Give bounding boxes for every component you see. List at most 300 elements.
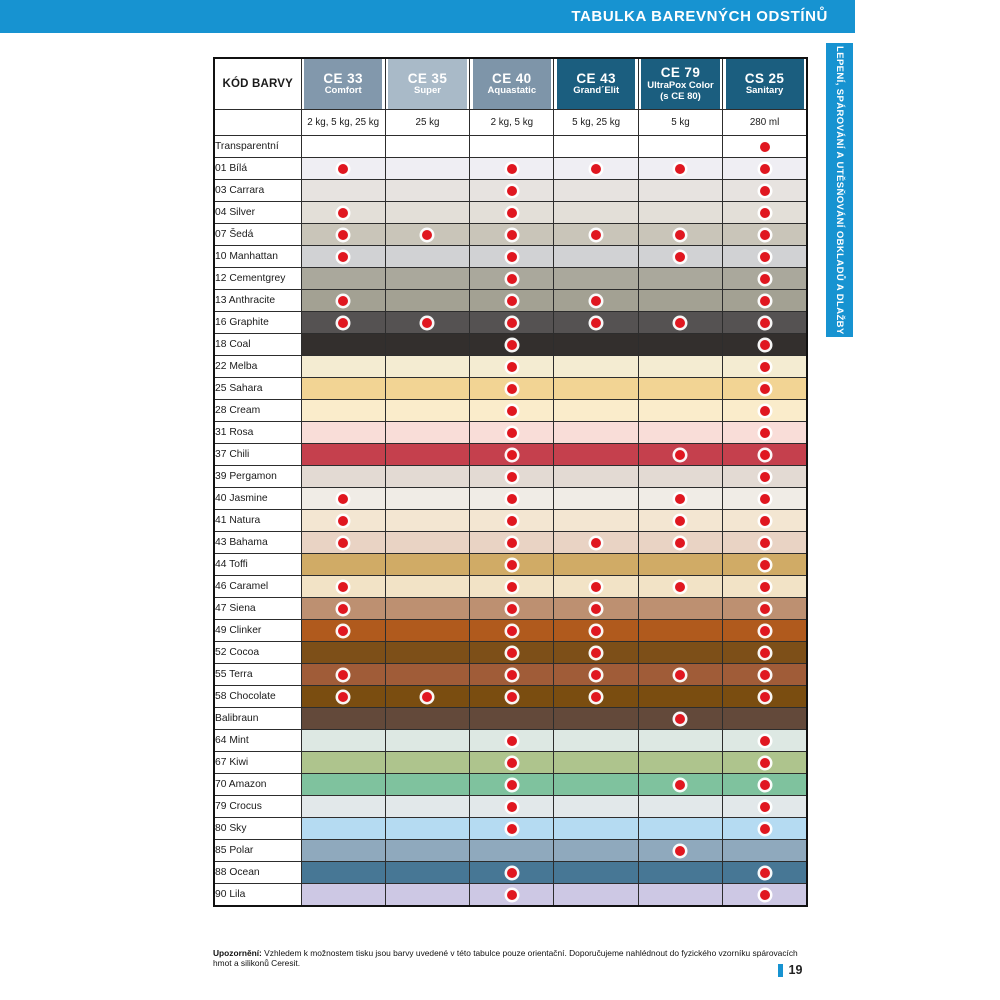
product-name: UltraPox Color <box>647 79 714 91</box>
availability-dot <box>338 582 348 592</box>
table-row <box>214 818 807 840</box>
color-swatch-cell <box>470 576 554 598</box>
color-swatch-cell <box>638 862 722 884</box>
availability-dot <box>338 692 348 702</box>
column-header-cs25 <box>723 58 807 110</box>
row-label: 70 Amazon <box>214 774 301 796</box>
availability-dot <box>760 868 770 878</box>
color-swatch-cell <box>301 840 385 862</box>
color-swatch-cell <box>638 642 722 664</box>
availability-dot <box>760 494 770 504</box>
color-swatch-cell <box>301 730 385 752</box>
color-swatch-cell <box>470 356 554 378</box>
footnote-label: Upozornění: <box>213 948 262 958</box>
table-row <box>214 730 807 752</box>
availability-dot <box>591 230 601 240</box>
row-label: 58 Chocolate <box>214 686 301 708</box>
availability-dot <box>591 626 601 636</box>
color-swatch-cell <box>638 356 722 378</box>
color-swatch-cell <box>470 224 554 246</box>
color-swatch-cell <box>638 532 722 554</box>
row-label: 41 Natura <box>214 510 301 532</box>
color-swatch-cell <box>470 730 554 752</box>
color-swatch-cell <box>723 752 807 774</box>
color-swatch-cell <box>638 598 722 620</box>
availability-dot <box>507 450 517 460</box>
table-row <box>214 268 807 290</box>
availability-dot <box>507 824 517 834</box>
color-swatch-cell <box>470 620 554 642</box>
availability-dot <box>760 890 770 900</box>
availability-dot <box>591 538 601 548</box>
color-swatch-cell <box>554 466 638 488</box>
availability-dot <box>507 384 517 394</box>
package-size-cell: 2 kg, 5 kg, 25 kg <box>301 110 385 136</box>
row-label: 64 Mint <box>214 730 301 752</box>
color-swatch-cell <box>554 752 638 774</box>
package-size-cell: 2 kg, 5 kg <box>470 110 554 136</box>
color-swatch-cell <box>385 202 469 224</box>
row-label: Balibraun <box>214 708 301 730</box>
availability-dot <box>760 340 770 350</box>
color-swatch-cell <box>470 796 554 818</box>
availability-dot <box>507 758 517 768</box>
row-label: 16 Graphite <box>214 312 301 334</box>
color-swatch-cell <box>554 862 638 884</box>
product-code: CS 25 <box>744 70 785 86</box>
color-swatch-cell <box>638 620 722 642</box>
color-swatch-cell <box>301 708 385 730</box>
availability-dot <box>338 604 348 614</box>
availability-dot <box>507 296 517 306</box>
color-swatch-cell <box>301 752 385 774</box>
color-swatch-cell <box>638 290 722 312</box>
availability-dot <box>760 758 770 768</box>
table-row <box>214 774 807 796</box>
table-row <box>214 202 807 224</box>
row-label: 31 Rosa <box>214 422 301 444</box>
color-swatch-cell <box>638 488 722 510</box>
color-swatch-cell <box>470 818 554 840</box>
availability-dot <box>507 208 517 218</box>
product-name: Super <box>414 85 441 97</box>
color-swatch-cell <box>638 554 722 576</box>
color-swatch-cell <box>385 686 469 708</box>
color-swatch-cell <box>385 642 469 664</box>
color-swatch-cell <box>638 180 722 202</box>
availability-dot <box>591 318 601 328</box>
column-header-block <box>557 59 635 109</box>
color-swatch-cell <box>554 224 638 246</box>
color-swatch-cell <box>638 202 722 224</box>
row-label: 10 Manhattan <box>214 246 301 268</box>
availability-dot <box>507 670 517 680</box>
availability-dot <box>591 670 601 680</box>
row-label: 39 Pergamon <box>214 466 301 488</box>
availability-dot <box>507 164 517 174</box>
color-swatch-cell <box>554 180 638 202</box>
availability-dot <box>760 296 770 306</box>
page-number-bar <box>778 964 783 977</box>
availability-dot <box>760 538 770 548</box>
footnote-text: Vzhledem k možnostem tisku jsou barvy uvedené v této tabulce pouze orientační. Doporučujeme nahlédnout do fyzického vzorníku spárovacích hmot a silikonů Ceresit. <box>213 948 798 969</box>
color-swatch-cell <box>385 312 469 334</box>
color-swatch-cell <box>385 224 469 246</box>
availability-dot <box>507 318 517 328</box>
availability-dot <box>591 648 601 658</box>
color-swatch-cell <box>301 510 385 532</box>
color-swatch-cell <box>554 884 638 907</box>
color-swatch-cell <box>385 620 469 642</box>
availability-dot <box>760 626 770 636</box>
color-swatch-cell <box>301 576 385 598</box>
package-size-cell: 280 ml <box>723 110 807 136</box>
availability-dot <box>591 582 601 592</box>
color-swatch-cell <box>554 774 638 796</box>
color-swatch-cell <box>723 642 807 664</box>
row-label: 25 Sahara <box>214 378 301 400</box>
color-swatch-cell <box>470 664 554 686</box>
color-swatch-cell <box>301 862 385 884</box>
color-swatch-cell <box>385 180 469 202</box>
color-swatch-cell <box>554 576 638 598</box>
page-number-value: 19 <box>788 963 803 977</box>
color-swatch-cell <box>301 422 385 444</box>
color-swatch-cell <box>554 400 638 422</box>
color-swatch-cell <box>301 378 385 400</box>
color-swatch-cell <box>385 774 469 796</box>
row-label: 22 Melba <box>214 356 301 378</box>
table-row <box>214 862 807 884</box>
row-label: 79 Crocus <box>214 796 301 818</box>
color-swatch-cell <box>385 444 469 466</box>
color-swatch-cell <box>638 664 722 686</box>
column-header-block <box>641 59 719 109</box>
availability-dot <box>507 890 517 900</box>
row-label: 46 Caramel <box>214 576 301 598</box>
product-code: CE 43 <box>576 70 616 86</box>
availability-dot <box>507 252 517 262</box>
table-row <box>214 664 807 686</box>
product-name: Grand´Elit <box>573 85 620 97</box>
table-row <box>214 136 807 158</box>
page-title: TABULKA BAREVNÝCH ODSTÍNŮ <box>571 8 828 25</box>
color-swatch-cell <box>470 334 554 356</box>
color-swatch-cell <box>554 510 638 532</box>
color-swatch-cell <box>301 818 385 840</box>
color-swatch-cell <box>723 444 807 466</box>
page-header-bar <box>0 0 855 33</box>
row-label: 49 Clinker <box>214 620 301 642</box>
color-swatch-cell <box>638 576 722 598</box>
color-swatch-cell <box>470 136 554 158</box>
row-label: 28 Cream <box>214 400 301 422</box>
color-swatch-cell <box>470 686 554 708</box>
color-swatch-cell <box>385 356 469 378</box>
color-swatch-cell <box>723 862 807 884</box>
color-swatch-cell <box>301 290 385 312</box>
product-code: CE 40 <box>492 70 532 86</box>
table-row <box>214 686 807 708</box>
column-header-block <box>388 59 466 109</box>
color-swatch-cell <box>554 598 638 620</box>
color-swatch-cell <box>470 488 554 510</box>
table-row <box>214 224 807 246</box>
color-swatch-cell <box>385 532 469 554</box>
color-swatch-cell <box>470 246 554 268</box>
color-swatch-cell <box>723 664 807 686</box>
color-swatch-cell <box>723 774 807 796</box>
availability-dot <box>422 230 432 240</box>
color-swatch-cell <box>723 158 807 180</box>
color-swatch-cell <box>385 334 469 356</box>
availability-dot <box>760 428 770 438</box>
color-swatch-cell <box>470 202 554 224</box>
color-swatch-cell <box>385 598 469 620</box>
color-swatch-cell <box>554 246 638 268</box>
availability-dot <box>507 472 517 482</box>
color-swatch-cell <box>470 290 554 312</box>
color-swatch-cell <box>554 422 638 444</box>
color-swatch-cell <box>638 686 722 708</box>
availability-dot <box>675 582 685 592</box>
color-swatch-cell <box>554 488 638 510</box>
table-row <box>214 620 807 642</box>
availability-dot <box>338 208 348 218</box>
product-code: CE 35 <box>407 70 448 86</box>
color-swatch-cell <box>301 246 385 268</box>
availability-dot <box>338 538 348 548</box>
package-size-row <box>214 110 807 136</box>
availability-dot <box>760 604 770 614</box>
availability-dot <box>591 692 601 702</box>
table-header-row <box>214 58 807 110</box>
color-swatch-cell <box>554 268 638 290</box>
table-row <box>214 444 807 466</box>
availability-dot <box>760 780 770 790</box>
availability-dot <box>507 428 517 438</box>
row-label: 44 Toffi <box>214 554 301 576</box>
color-swatch-cell <box>638 400 722 422</box>
row-label: 90 Lila <box>214 884 301 907</box>
availability-dot <box>675 780 685 790</box>
color-swatch-cell <box>301 356 385 378</box>
row-label: 80 Sky <box>214 818 301 840</box>
color-swatch-cell <box>470 400 554 422</box>
column-header-block <box>473 59 551 109</box>
availability-dot <box>338 516 348 526</box>
availability-dot <box>338 252 348 262</box>
product-name-2: (s CE 80) <box>660 90 701 102</box>
color-swatch-cell <box>723 180 807 202</box>
table-row <box>214 840 807 862</box>
color-swatch-cell <box>554 554 638 576</box>
color-swatch-cell <box>470 840 554 862</box>
row-label: 13 Anthracite <box>214 290 301 312</box>
color-swatch-cell <box>385 796 469 818</box>
color-swatch-cell <box>470 312 554 334</box>
row-label: 55 Terra <box>214 664 301 686</box>
availability-dot <box>675 450 685 460</box>
availability-dot <box>760 802 770 812</box>
table-row <box>214 510 807 532</box>
color-swatch-cell <box>554 312 638 334</box>
table-row <box>214 180 807 202</box>
row-label: 03 Carrara <box>214 180 301 202</box>
color-swatch-cell <box>385 400 469 422</box>
color-swatch-cell <box>470 444 554 466</box>
row-label: 52 Cocoa <box>214 642 301 664</box>
availability-dot <box>760 692 770 702</box>
color-swatch-cell <box>301 312 385 334</box>
table-row <box>214 158 807 180</box>
color-swatch-cell <box>385 158 469 180</box>
corner-header: KÓD BARVY <box>214 58 301 110</box>
color-swatch-cell <box>638 510 722 532</box>
availability-dot <box>507 274 517 284</box>
row-label: 40 Jasmine <box>214 488 301 510</box>
table-row <box>214 708 807 730</box>
color-swatch-cell <box>385 378 469 400</box>
color-swatch-cell <box>723 840 807 862</box>
product-name: Sanitary <box>745 85 784 97</box>
color-swatch-cell <box>385 752 469 774</box>
color-swatch-cell <box>638 884 722 907</box>
color-swatch-cell <box>723 730 807 752</box>
table-row <box>214 598 807 620</box>
color-swatch-cell <box>301 796 385 818</box>
availability-dot <box>507 692 517 702</box>
color-swatch-cell <box>385 576 469 598</box>
color-swatch-cell <box>385 884 469 907</box>
table-row <box>214 884 807 907</box>
table-row <box>214 796 807 818</box>
color-swatch-cell <box>723 268 807 290</box>
availability-dot <box>507 802 517 812</box>
availability-dot <box>338 494 348 504</box>
color-swatch-cell <box>723 224 807 246</box>
availability-dot <box>675 494 685 504</box>
color-swatch-cell <box>723 246 807 268</box>
color-swatch-cell <box>470 378 554 400</box>
color-swatch-cell <box>723 488 807 510</box>
table-row <box>214 378 807 400</box>
table-row <box>214 576 807 598</box>
availability-dot <box>675 252 685 262</box>
row-label: 67 Kiwi <box>214 752 301 774</box>
availability-dot <box>507 516 517 526</box>
color-swatch-cell <box>723 576 807 598</box>
table-row <box>214 334 807 356</box>
color-swatch-cell <box>554 708 638 730</box>
color-swatch-cell <box>554 664 638 686</box>
color-swatch-cell <box>723 818 807 840</box>
color-swatch-cell <box>385 818 469 840</box>
table-row <box>214 400 807 422</box>
color-swatch-cell <box>638 268 722 290</box>
table-row <box>214 312 807 334</box>
table-row <box>214 466 807 488</box>
color-swatch-cell <box>554 136 638 158</box>
availability-dot <box>760 406 770 416</box>
availability-dot <box>675 670 685 680</box>
availability-dot <box>675 516 685 526</box>
color-swatch-cell <box>385 488 469 510</box>
color-swatch-cell <box>554 334 638 356</box>
color-swatch-cell <box>723 466 807 488</box>
availability-dot <box>675 318 685 328</box>
table-row <box>214 532 807 554</box>
availability-dot <box>675 538 685 548</box>
table-row <box>214 290 807 312</box>
color-swatch-cell <box>385 136 469 158</box>
color-swatch-cell <box>723 620 807 642</box>
availability-dot <box>675 230 685 240</box>
product-code: CE 79 <box>660 65 701 81</box>
color-swatch-cell <box>554 818 638 840</box>
color-swatch-cell <box>723 510 807 532</box>
color-swatch-cell <box>385 466 469 488</box>
availability-dot <box>507 230 517 240</box>
availability-dot <box>760 472 770 482</box>
color-swatch-cell <box>554 356 638 378</box>
availability-dot <box>675 714 685 724</box>
color-swatch-cell <box>638 246 722 268</box>
row-label: 07 Šedá <box>214 224 301 246</box>
color-swatch-cell <box>723 554 807 576</box>
row-label: 37 Chili <box>214 444 301 466</box>
availability-dot <box>591 604 601 614</box>
color-swatch-cell <box>638 334 722 356</box>
column-header-ce33 <box>301 58 385 110</box>
footnote <box>213 948 813 968</box>
color-swatch-cell <box>554 532 638 554</box>
availability-dot <box>760 450 770 460</box>
availability-dot <box>338 318 348 328</box>
availability-dot <box>760 318 770 328</box>
availability-dot <box>507 186 517 196</box>
color-swatch-cell <box>301 686 385 708</box>
color-swatch-cell <box>723 796 807 818</box>
product-code: CE 33 <box>323 70 363 86</box>
color-swatch-cell <box>723 422 807 444</box>
color-swatch-cell <box>470 774 554 796</box>
color-swatch-cell <box>470 180 554 202</box>
color-swatch-cell <box>638 466 722 488</box>
row-label: 47 Siena <box>214 598 301 620</box>
color-swatch-cell <box>301 598 385 620</box>
color-swatch-cell <box>554 444 638 466</box>
color-swatch-cell <box>723 378 807 400</box>
color-swatch-cell <box>385 554 469 576</box>
column-header-block <box>726 59 804 109</box>
color-swatch-cell <box>638 378 722 400</box>
availability-dot <box>422 318 432 328</box>
color-swatch-cell <box>301 400 385 422</box>
color-swatch-cell <box>638 444 722 466</box>
package-size-spacer <box>214 110 301 136</box>
package-size-cell: 5 kg, 25 kg <box>554 110 638 136</box>
color-swatch-cell <box>301 334 385 356</box>
availability-dot <box>675 846 685 856</box>
color-swatch-cell <box>554 796 638 818</box>
color-swatch-cell <box>385 708 469 730</box>
color-swatch-cell <box>638 840 722 862</box>
product-name: Aquastatic <box>487 85 537 97</box>
color-swatch-cell <box>470 422 554 444</box>
color-swatch-cell <box>470 884 554 907</box>
color-availability-table <box>213 57 808 907</box>
